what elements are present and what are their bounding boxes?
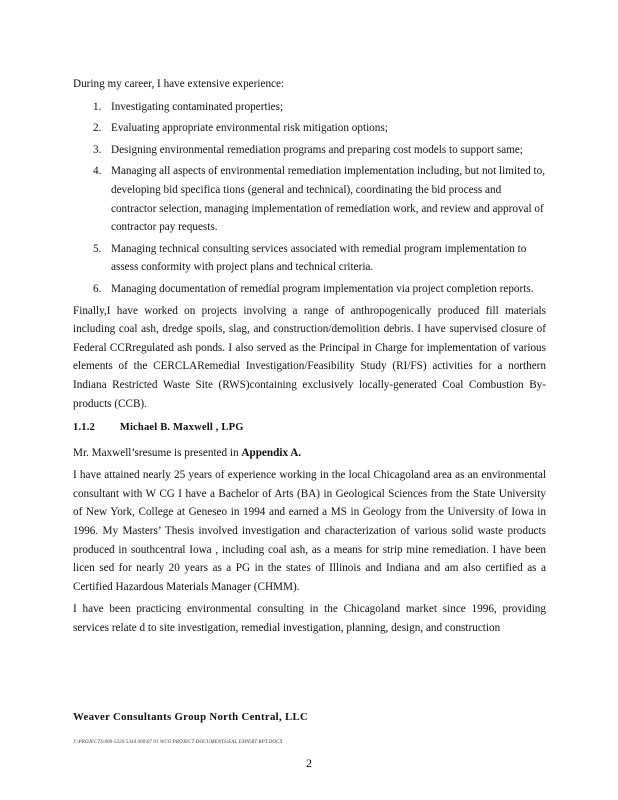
section-number: 1.1.2 (73, 422, 95, 434)
list-item (73, 280, 546, 299)
background-paragraph: I have attained nearly 25 years of experience working in the local Chicagoland area as an environmental consultant with W CG I have a Bachelor of Arts (BA) in Geological Sciences from the State University of New York, College at Geneseo in 1994 and earned a MS in Geology from the University of Iowa in 1996. My Masters’ Thesis involved investigation and characterization of various solid waste products produced in southcentral Iowa , including coal ash, as a means for strip mine remediation. I have been licen sed for nearly 20 years as a PG in the states of Illinois and Indiana and am also certified as a Certified Hazardous Materials Manager (CHMM). (73, 469, 546, 593)
list-item (73, 162, 546, 236)
footer-file-path: J:\PROJECTS\000-5339 5344 000\07 01 WCG PROJECT DOCUMENTS\EAL EXPERT RPT.DOCX (73, 740, 283, 745)
list-item-text: Managing technical consulting services associated with remedial program implementation to assess conformity with project plans and technical criteria. (111, 242, 527, 274)
finally-paragraph: Finally,I have worked on projects involving a range of anthropogenically produced fill materials including coal ash, dredge spoils, slag, and construction/demolition debris. I have supervised closure of Federal CCRregulated ash ponds. I also served as the Principal in Charge for implementation of various elements of the CERCLARemedial Investigation/Feasibility Study (RI/FS) activities for a northern Indiana Restricted Waste Site (RWS)containing exclusively locally-generated Coal Combustion By-products (CCB). (73, 304, 546, 410)
resume-line (73, 444, 546, 463)
list-item-text: Evaluating appropriate environmental risk mitigation options; (111, 122, 388, 135)
list-item-number: 6. (93, 282, 102, 295)
experience-list (73, 98, 546, 299)
resume-text: Mr. Maxwell’sresume is presented in (73, 446, 242, 459)
page-number: 2 (306, 756, 312, 770)
list-item-text: Designing environmental remediation programs and preparing cost models to support same; (111, 143, 523, 156)
list-item-text: Managing all aspects of environmental remediation implementation including, but not limited to, developing bid specifica tions (general and technical), coordinating the bid process and contractor selection, managing implementation of remediation work, and review and approval of contractor pay requests. (111, 165, 546, 234)
page-content (73, 75, 546, 638)
list-item-number: 4. (93, 165, 102, 178)
list-item (73, 240, 546, 277)
list-item-number: 3. (93, 143, 102, 156)
list-item-text: Managing documentation of remedial program implementation via project completion reports. (111, 282, 534, 295)
intro-text: During my career, I have extensive experience: (73, 78, 285, 90)
list-item (73, 98, 546, 117)
section-heading (73, 419, 546, 438)
list-item (73, 141, 546, 160)
section-title: Michael B. Maxwell , LPG (119, 422, 244, 434)
list-item-number: 5. (93, 242, 102, 255)
appendix-reference: Appendix A. (241, 446, 302, 459)
list-item (73, 119, 546, 138)
footer-company-name: Weaver Consultants Group North Central, LLC (73, 711, 309, 723)
practice-paragraph: I have been practicing environmental consulting in the Chicagoland market since 1996, providing services relate d to site investigation, remedial investigation, planning, design, and construction (73, 603, 546, 635)
list-item-text: Investigating contaminated properties; (111, 100, 284, 113)
list-item-number: 1. (93, 100, 102, 113)
list-item-number: 2. (93, 122, 102, 135)
